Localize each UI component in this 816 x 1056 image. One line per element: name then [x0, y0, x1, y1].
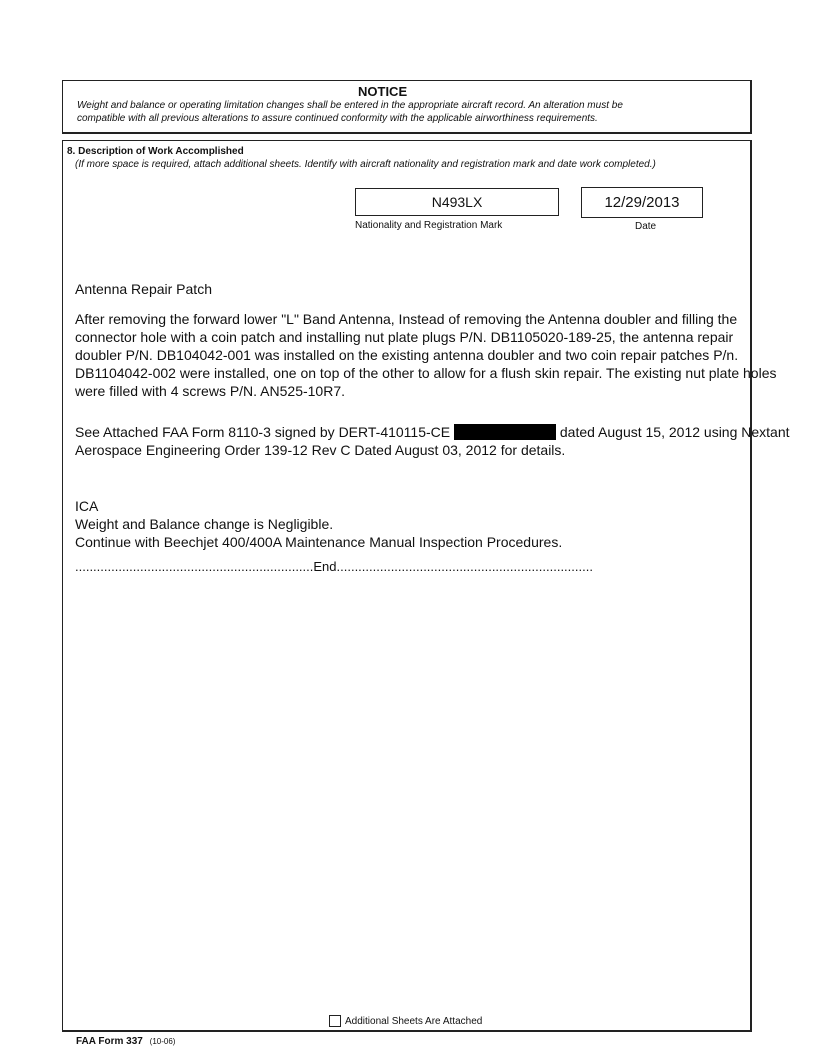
notice-title: NOTICE — [358, 84, 408, 99]
date-label: Date — [635, 221, 657, 232]
form-footer — [76, 1036, 175, 1047]
form-revision: (10-06) — [149, 1037, 176, 1046]
paragraph-text: See Attached FAA Form 8110-3 signed by DERT-410115-CE — [75, 424, 451, 440]
paragraph-line: After removing the forward lower "L" Band Antenna, Instead of removing the Antenna doubler and filling the — [75, 311, 738, 327]
work-paragraph-1 — [75, 310, 776, 400]
paragraph-text: dated August 15, 2012 using Nextant — [559, 424, 790, 440]
section-8-box — [62, 140, 790, 1032]
registration-value: N493LX — [431, 194, 483, 210]
work-title: Antenna Repair Patch — [75, 281, 212, 297]
ica-block — [75, 497, 562, 551]
continue-text: Continue with Beechjet 400/400A Maintenance Manual Inspection Procedures. — [75, 534, 563, 550]
date-field[interactable] — [581, 187, 703, 218]
ica-heading: ICA — [75, 498, 99, 514]
registration-label: Nationality and Registration Mark — [355, 220, 503, 231]
registration-field[interactable] — [355, 188, 559, 216]
section-8-instruction: (If more space is required, attach additional sheets. Identify with aircraft nationality and registration mark and date work completed.) — [75, 159, 656, 170]
paragraph-line: DB1104042-002 were installed, one on top of the other to allow for a flush skin repair. The existing nut plate holes — [75, 365, 777, 381]
notice-line-1: Weight and balance or operating limitation changes shall be entered in the appropriate aircraft record. An alteration must be — [77, 100, 623, 111]
paragraph-line: were filled with 4 screws P/N. AN525-10R7. — [75, 383, 345, 399]
redaction-block — [454, 424, 556, 440]
end-line: ..................................................................End....................................................................... — [75, 559, 593, 574]
paragraph-line: connector hole with a coin patch and installing nut plate plugs P/N. DB1105020-189-25, the antenna repair — [75, 329, 734, 345]
section-8-heading: 8. Description of Work Accomplished — [67, 146, 244, 157]
weight-balance-text: Weight and Balance change is Negligible. — [75, 516, 334, 532]
form-number: FAA Form 337 — [76, 1036, 143, 1047]
paragraph-line: doubler P/N. DB104042-001 was installed on the existing antenna doubler and two coin repair patches P/n. — [75, 347, 739, 363]
date-value: 12/29/2013 — [604, 194, 680, 211]
additional-sheets[interactable] — [329, 1015, 482, 1027]
notice-box — [62, 80, 752, 134]
work-paragraph-2 — [75, 423, 790, 459]
paragraph-text: Aerospace Engineering Order 139-12 Rev C Dated August 03, 2012 for details. — [75, 442, 566, 458]
additional-sheets-label: Additional Sheets Are Attached — [345, 1015, 483, 1027]
notice-line-2: compatible with all previous alterations to assure continued conformity with the applicable airworthiness requirements. — [77, 113, 598, 124]
additional-sheets-checkbox[interactable] — [329, 1015, 341, 1027]
